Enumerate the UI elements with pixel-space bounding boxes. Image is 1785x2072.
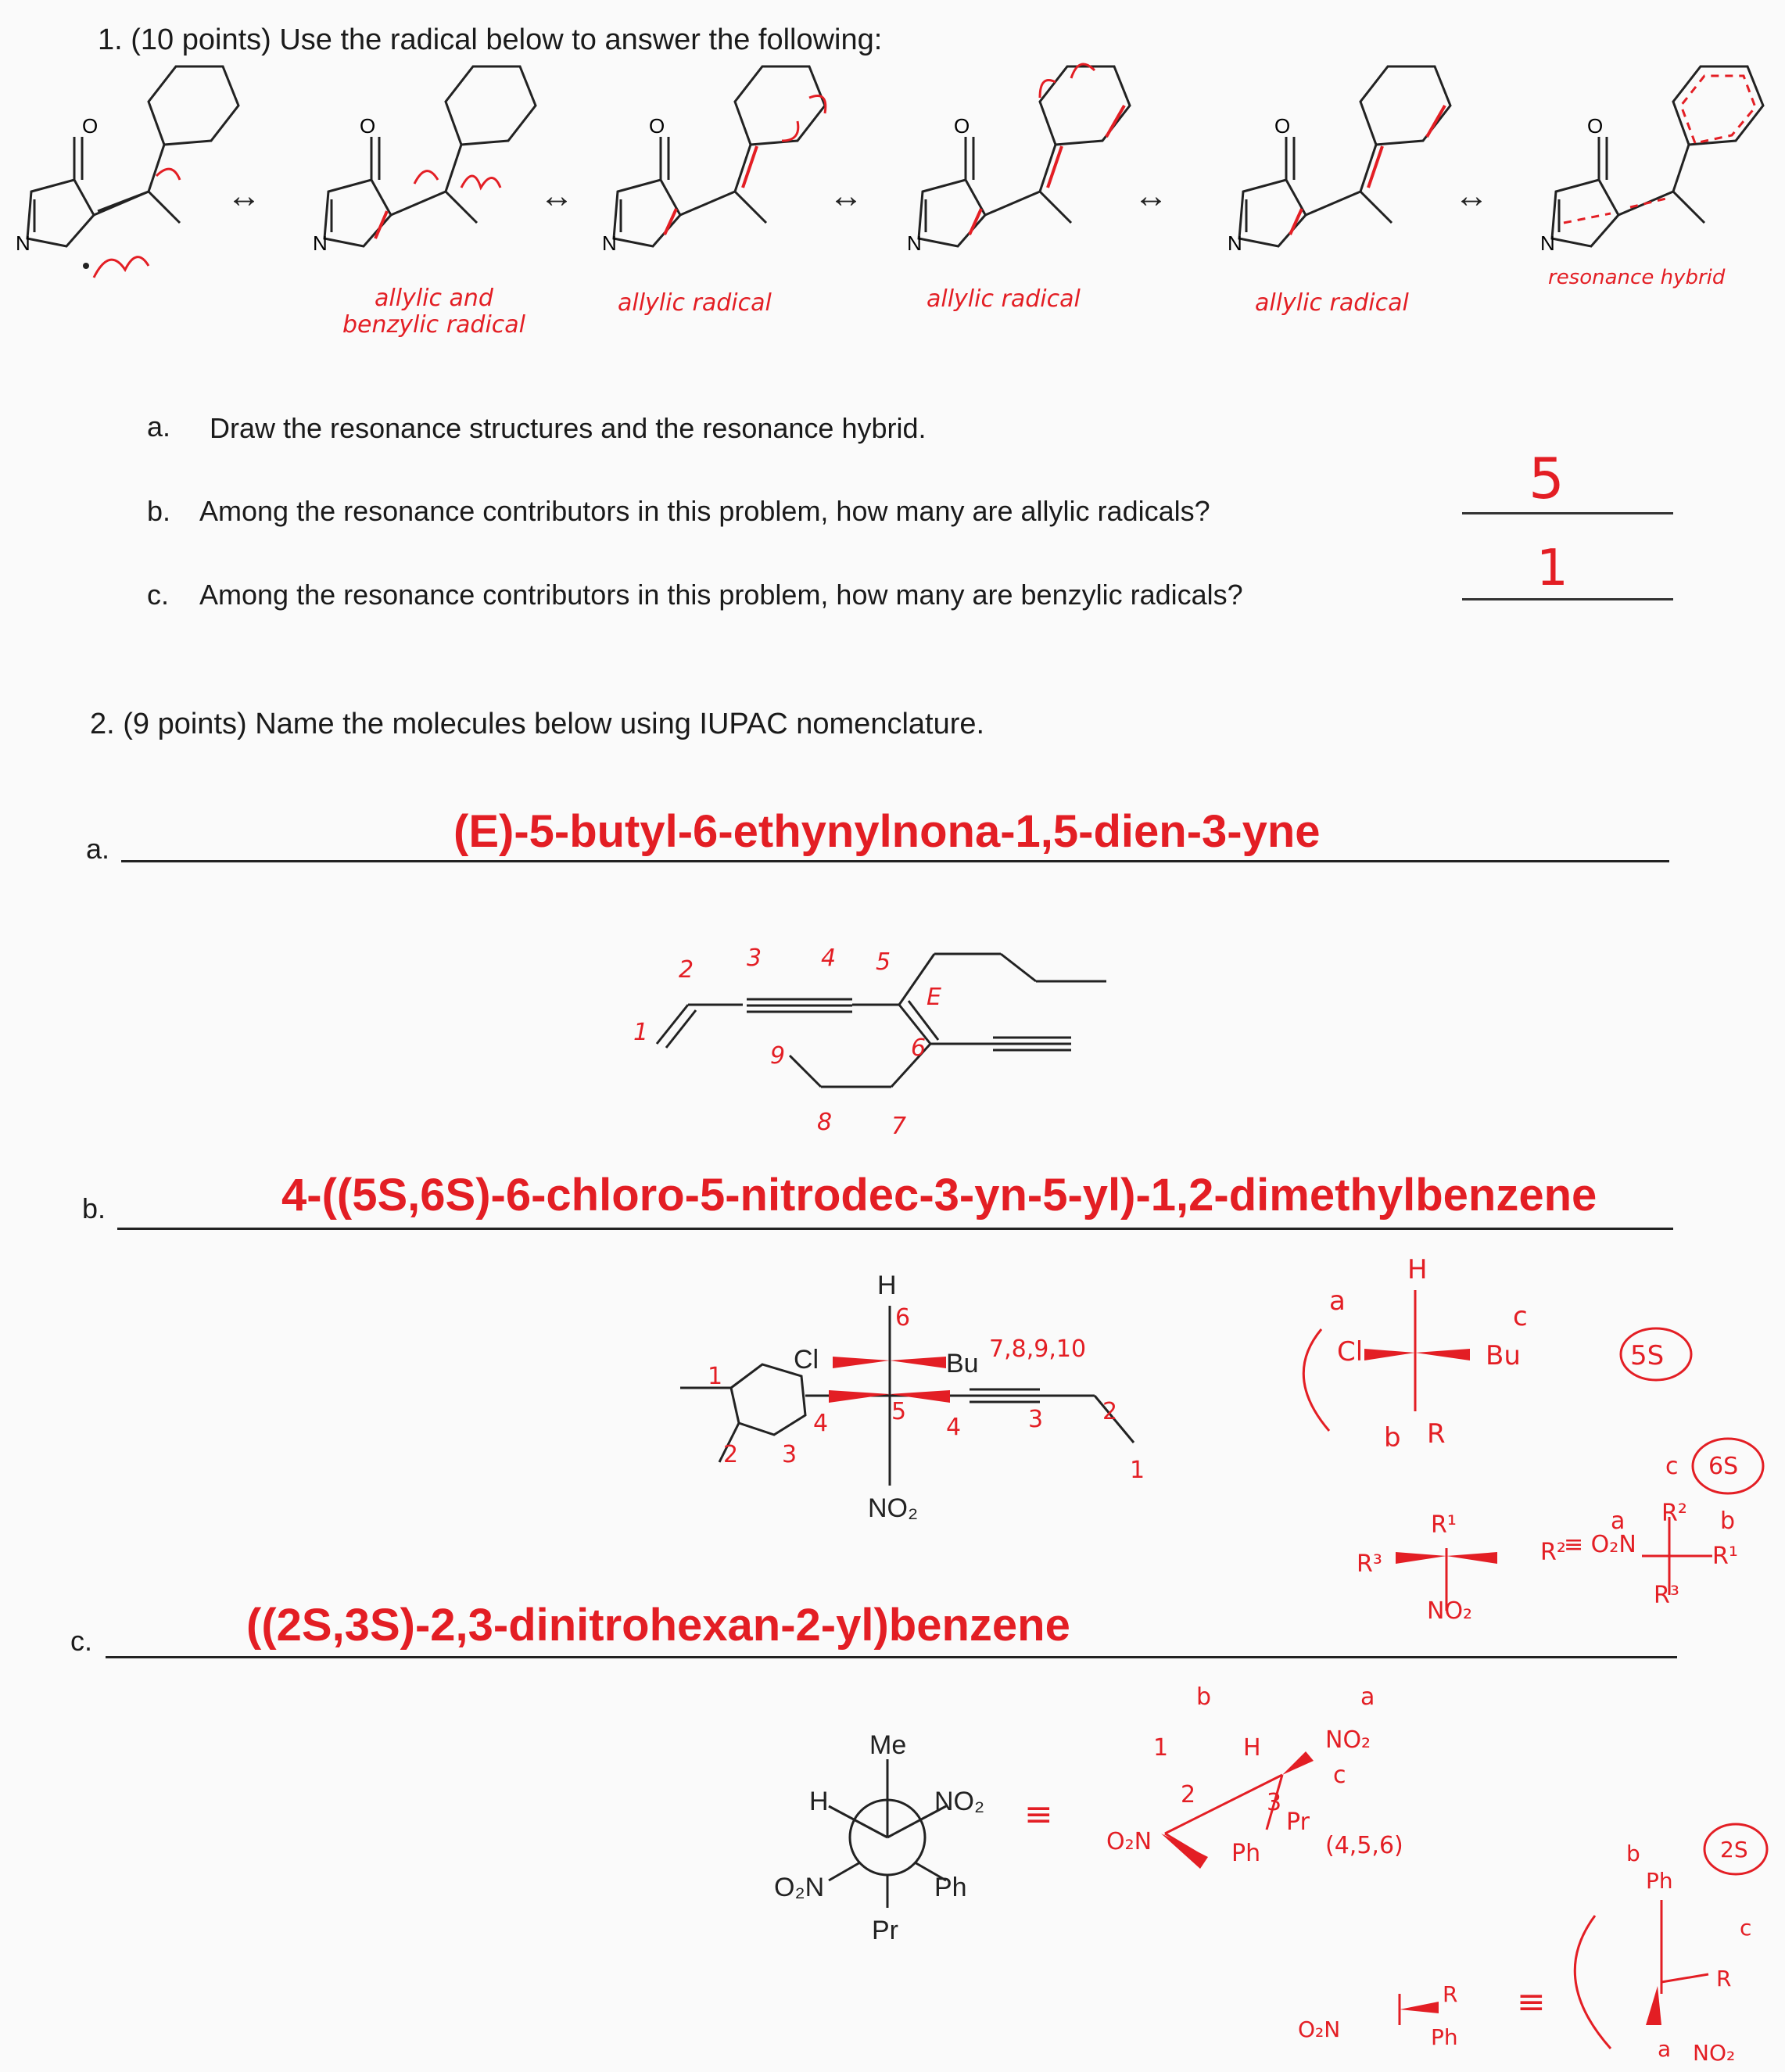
svg-text:6S: 6S: [1708, 1453, 1739, 1480]
svg-text:a: a: [1360, 1683, 1375, 1711]
svg-text:2S: 2S: [1720, 1837, 1748, 1862]
svg-text:R: R: [1716, 1966, 1732, 1991]
label-allylic-3: allylic radical: [1255, 289, 1409, 317]
svg-text:b: b: [1720, 1507, 1736, 1535]
q2a-answer: (E)-5-butyl-6-ethynylnona-1,5-dien-3-yne: [453, 806, 1321, 857]
q2c-answer: ((2S,3S)-2,3-dinitrohexan-2-yl)benzene: [246, 1600, 1070, 1651]
svg-text:3: 3: [1267, 1789, 1282, 1816]
svg-text:↔: ↔: [539, 177, 574, 215]
label-allylic-1: allylic radical: [618, 289, 772, 317]
svg-text:7: 7: [891, 1113, 907, 1140]
q1c-text: Among the resonance contributors in this problem, how many are benzylic radicals?: [199, 579, 1243, 611]
q1b-answer: 5: [1529, 446, 1565, 511]
svg-text:1: 1: [633, 1019, 649, 1046]
svg-text:↔: ↔: [1134, 177, 1168, 215]
svg-text:≡: ≡: [1517, 1982, 1546, 2022]
svg-text:O₂N: O₂N: [1298, 2016, 1341, 2042]
svg-text:O: O: [954, 114, 970, 138]
q1b-text: Among the resonance contributors in this problem, how many are allylic radicals?: [199, 495, 1210, 527]
svg-text:↔: ↔: [227, 177, 261, 215]
molecule-c-newman: [0, 1681, 1785, 2072]
svg-text:N: N: [16, 231, 30, 255]
label-allylic-2: allylic radical: [927, 285, 1081, 313]
mol-c-H: H: [809, 1787, 829, 1816]
svg-text:b: b: [1196, 1683, 1212, 1711]
svg-text:N: N: [313, 231, 328, 255]
svg-text:4: 4: [813, 1410, 829, 1437]
mol-b-Cl: Cl: [794, 1345, 819, 1375]
svg-text:2: 2: [1181, 1781, 1196, 1809]
svg-text:5: 5: [876, 948, 891, 976]
mol-b-H: H: [877, 1271, 897, 1300]
svg-text:O: O: [649, 114, 665, 138]
q1b-letter: b.: [147, 495, 171, 527]
svg-text:Ph: Ph: [1646, 1868, 1673, 1894]
svg-text:6: 6: [895, 1304, 911, 1332]
svg-text:↔: ↔: [829, 177, 863, 215]
svg-text:1: 1: [1153, 1734, 1169, 1762]
svg-text:O: O: [360, 114, 376, 138]
svg-text:6: 6: [911, 1034, 927, 1062]
q2-header: 2. (9 points) Name the molecules below using IUPAC nomenclature.: [90, 708, 985, 740]
svg-text:N: N: [1228, 231, 1242, 255]
mol-c-Pr: Pr: [872, 1916, 898, 1945]
svg-text:a: a: [1658, 2036, 1672, 2062]
svg-text:N: N: [907, 231, 922, 255]
svg-text:R¹: R¹: [1712, 1543, 1738, 1570]
q2c-letter: c.: [70, 1625, 93, 1657]
svg-text:Ph: Ph: [1231, 1840, 1261, 1867]
svg-text:a: a: [1611, 1507, 1625, 1535]
svg-text:O: O: [82, 114, 99, 138]
mol-b-Bu: Bu: [946, 1349, 979, 1378]
svg-text:N: N: [1540, 231, 1555, 255]
svg-text:7,8,9,10: 7,8,9,10: [989, 1335, 1087, 1363]
svg-text:3: 3: [782, 1441, 798, 1468]
q1c-answer: 1: [1536, 540, 1568, 597]
svg-text:3: 3: [747, 945, 762, 972]
svg-text:R³: R³: [1357, 1550, 1382, 1578]
molecule-a: [0, 899, 1785, 1212]
svg-text:(4,5,6): (4,5,6): [1325, 1832, 1403, 1859]
mol-b-NO2: NO₂: [868, 1493, 919, 1523]
svg-text:3: 3: [1028, 1406, 1044, 1433]
svg-text:c: c: [1740, 1915, 1752, 1941]
svg-text:R²: R²: [1540, 1539, 1566, 1566]
q1a-letter: a.: [147, 410, 171, 443]
svg-text:1: 1: [1130, 1457, 1145, 1484]
svg-text:NO₂: NO₂: [1693, 2040, 1736, 2066]
svg-text:c: c: [1513, 1301, 1528, 1332]
svg-text:b: b: [1626, 1841, 1640, 1866]
svg-text:O: O: [1274, 114, 1291, 138]
svg-text:5: 5: [891, 1398, 907, 1425]
svg-text:R³: R³: [1654, 1582, 1679, 1609]
q1-header: 1. (10 points) Use the radical below to answer the following:: [98, 23, 883, 56]
svg-text:↔: ↔: [1454, 177, 1489, 215]
svg-text:R: R: [1443, 1981, 1458, 2007]
svg-text:2: 2: [679, 956, 694, 984]
svg-text:R¹: R¹: [1431, 1511, 1457, 1539]
label-allylic-benzylic: allylic and benzylic radical: [342, 285, 526, 339]
mol-c-Me: Me: [869, 1730, 907, 1760]
svg-text:NO₂: NO₂: [1427, 1597, 1473, 1625]
svg-text:a: a: [1329, 1285, 1346, 1317]
q1-resonance-structures: [0, 0, 1785, 360]
svg-text:O₂N: O₂N: [1106, 1828, 1152, 1855]
svg-text:9: 9: [770, 1042, 786, 1070]
q1a-text: Draw the resonance structures and the resonance hybrid.: [210, 412, 927, 444]
svg-text:≡ O₂N: ≡ O₂N: [1564, 1531, 1636, 1558]
svg-text:8: 8: [817, 1109, 833, 1136]
svg-text:E: E: [927, 984, 941, 1011]
q2b-letter: b.: [82, 1192, 106, 1224]
svg-text:2: 2: [1102, 1398, 1118, 1425]
q2b-answer: 4-((5S,6S)-6-chloro-5-nitrodec-3-yn-5-yl)-1,2-dimethylbenzene: [281, 1170, 1597, 1221]
svg-text:c: c: [1333, 1762, 1346, 1789]
svg-text:4: 4: [821, 945, 837, 972]
svg-text:1: 1: [708, 1363, 723, 1390]
q2a-letter: a.: [86, 833, 110, 865]
svg-text:c: c: [1665, 1453, 1679, 1480]
mol-c-Ph: Ph: [934, 1873, 967, 1902]
svg-text:H: H: [1243, 1734, 1261, 1762]
svg-text:R: R: [1427, 1418, 1446, 1450]
q1c-letter: c.: [147, 579, 170, 611]
svg-text:Bu: Bu: [1486, 1340, 1521, 1371]
label-resonance-hybrid: resonance hybrid: [1548, 266, 1726, 289]
svg-text:O: O: [1587, 114, 1604, 138]
svg-text:N: N: [602, 231, 617, 255]
svg-text:R²: R²: [1661, 1500, 1687, 1527]
svg-text:5S: 5S: [1630, 1340, 1665, 1371]
svg-text:2: 2: [723, 1441, 739, 1468]
molecule-b: [0, 1251, 1785, 1642]
mol-c-NO2: NO₂: [934, 1787, 985, 1816]
mol-c-O2N: O₂N: [774, 1873, 825, 1902]
svg-text:NO₂: NO₂: [1325, 1726, 1371, 1754]
svg-text:Cl: Cl: [1337, 1336, 1364, 1368]
svg-text:≡: ≡: [1024, 1794, 1053, 1834]
svg-text:Pr: Pr: [1286, 1809, 1310, 1836]
svg-text:H: H: [1407, 1254, 1428, 1285]
svg-text:4: 4: [946, 1414, 962, 1441]
svg-text:b: b: [1384, 1422, 1401, 1454]
svg-text:Ph: Ph: [1431, 2024, 1458, 2050]
